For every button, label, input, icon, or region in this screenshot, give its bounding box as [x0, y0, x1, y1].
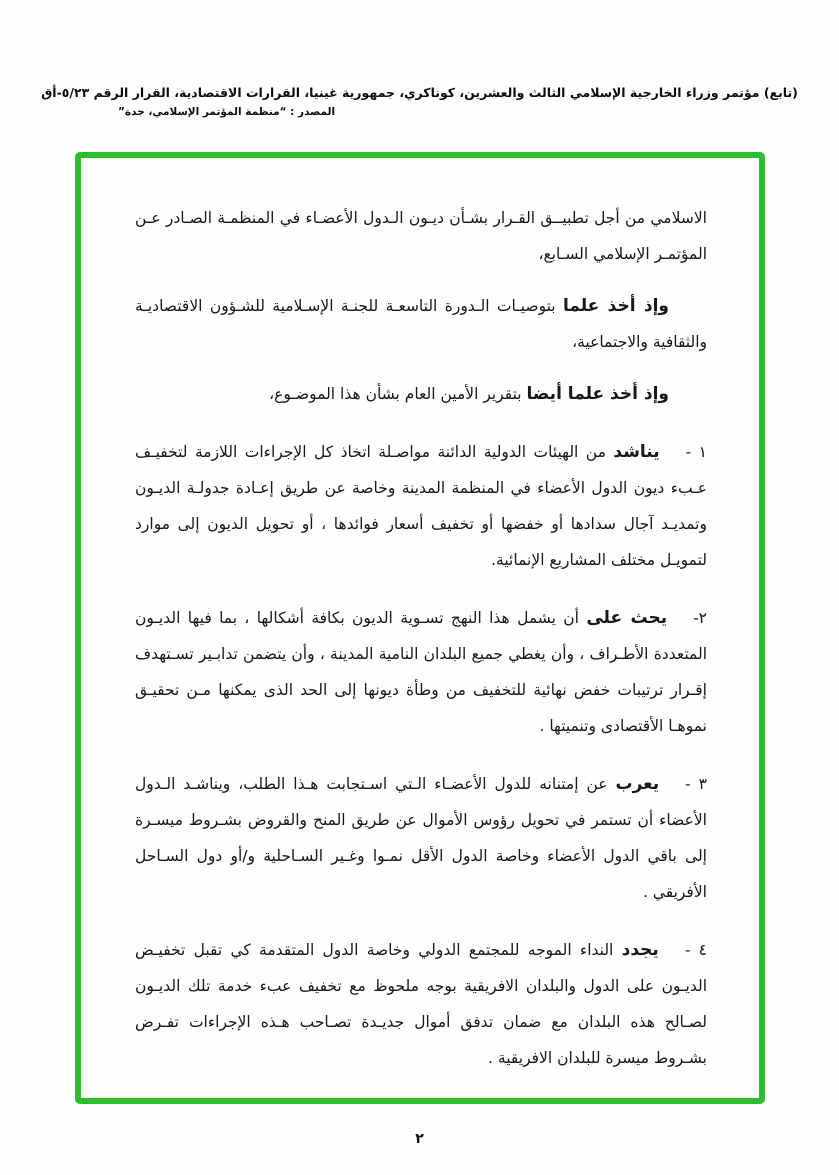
bold-lead-noting-1: وإذ أخذ علما [562, 296, 669, 316]
document-header [0, 84, 839, 118]
green-content-frame [75, 152, 765, 1104]
numbered-item-1 [135, 434, 707, 578]
paragraph-noting-1 [135, 288, 707, 360]
numbered-item-4 [135, 932, 707, 1076]
paragraph-noting-2-text: بتقرير الأمين العام بشأن هذا الموضـوع، [269, 385, 527, 403]
paragraph-noting-2 [135, 376, 707, 412]
paragraph-noting-1-text: بتوصيـات الـدورة التاسعـة للجنـة الإسـلامية للشـؤون الاقتصاديـة والثقافية والاجتماعية، [135, 297, 707, 351]
item-4-text: النداء الموجه للمجتمع الدولي وخاصة الدول المتقدمة كي تقبل تخفيـض الديـون على الدول والبلدان الافريقية بوجه ملحوظ مع تخفيف عبء خدمة تلك الديـون لصـالح هذه البلدان مع ضمان تدفق أموال جديـدة تصـاحب هـذه الإجراءات تفـرض بشـروط ميسرة للبلدان الافريقية . [135, 941, 707, 1067]
item-2-number: ٢- [693, 609, 707, 627]
item-3-verb: يعرب [615, 774, 660, 794]
item-1-text: من الهيئات الدولية الدائنة مواصـلة اتخاذ كل الإجراءات اللازمة لتخفيـف عـبء ديون الدول الأعضاء في المنظمة المدينة وخاصة عن طريق إعـادة جدولـة الديـون وتمديـد آجال سدادها أو خفضها أو تخفيف أسعار فوائدها ، أو تحويل الديون إلى موارد لتمويـل مختلف المشاريع الإنمائية. [135, 443, 707, 569]
paragraph-continuation: الاسلامي من أجل تطبيــق القـرار بشـأن ديـون الـدول الأعضـاء في المنظمـة الصـادر عـن المؤتمـر الإسلامي السـابع، [135, 209, 707, 263]
numbered-item-3 [135, 766, 707, 910]
header-title-line: (تابع) مؤتمر وزراء الخارجية الإسلامي الثالث والعشرين، كوناكري، جمهورية غينيا، القرارات الاقتصادية، القرار الرقم ٥/٢٣-أق [41, 85, 798, 100]
item-3-text: عن إمتنانه للدول الأعضـاء الـتي اسـتجابت هـذا الطلب، ويناشـد الـدول الأعضاء أن تستمر في تحويل رؤوس الأموال عن طريق المنح والقروض بشـروط ميسـرة إلى باقي الدول الأعضاء وخاصة الدول الأقل نمـوا وغـير السـاحلية و/أو دول السـاحل الأفريقي . [135, 775, 707, 901]
page-number: ٢ [415, 1131, 424, 1147]
item-2-verb: يحث على [586, 608, 668, 628]
item-4-number: ٤ - [684, 941, 707, 959]
item-1-verb: يناشد [613, 442, 660, 462]
header-source-line: المصدر : “منظمة المؤتمر الإسلامي، جدة” [118, 105, 336, 118]
numbered-item-2 [135, 600, 707, 744]
item-4-verb: يجدد [621, 940, 659, 960]
item-1-number: ١ - [685, 443, 707, 461]
bold-lead-noting-2: وإذ أخذ علما أيضا [526, 384, 669, 404]
item-2-text: أن يشمل هذا النهج تسـوية الديون بكافة أشكالها ، بما فيها الديـون المتعددة الأطـراف ، وأن يغطي جميع البلدان النامية المدينة ، وأن يتضمن تدابـير تسـتهدف إقـرار ترتيبات خفض نهائية للتخفيف من وطأة ديونها إلى الحد الذى يمكنها مـن تحقيـق نموهـا الأقتصادى وتنميتها . [135, 609, 707, 735]
item-3-number: ٣ - [685, 775, 707, 793]
